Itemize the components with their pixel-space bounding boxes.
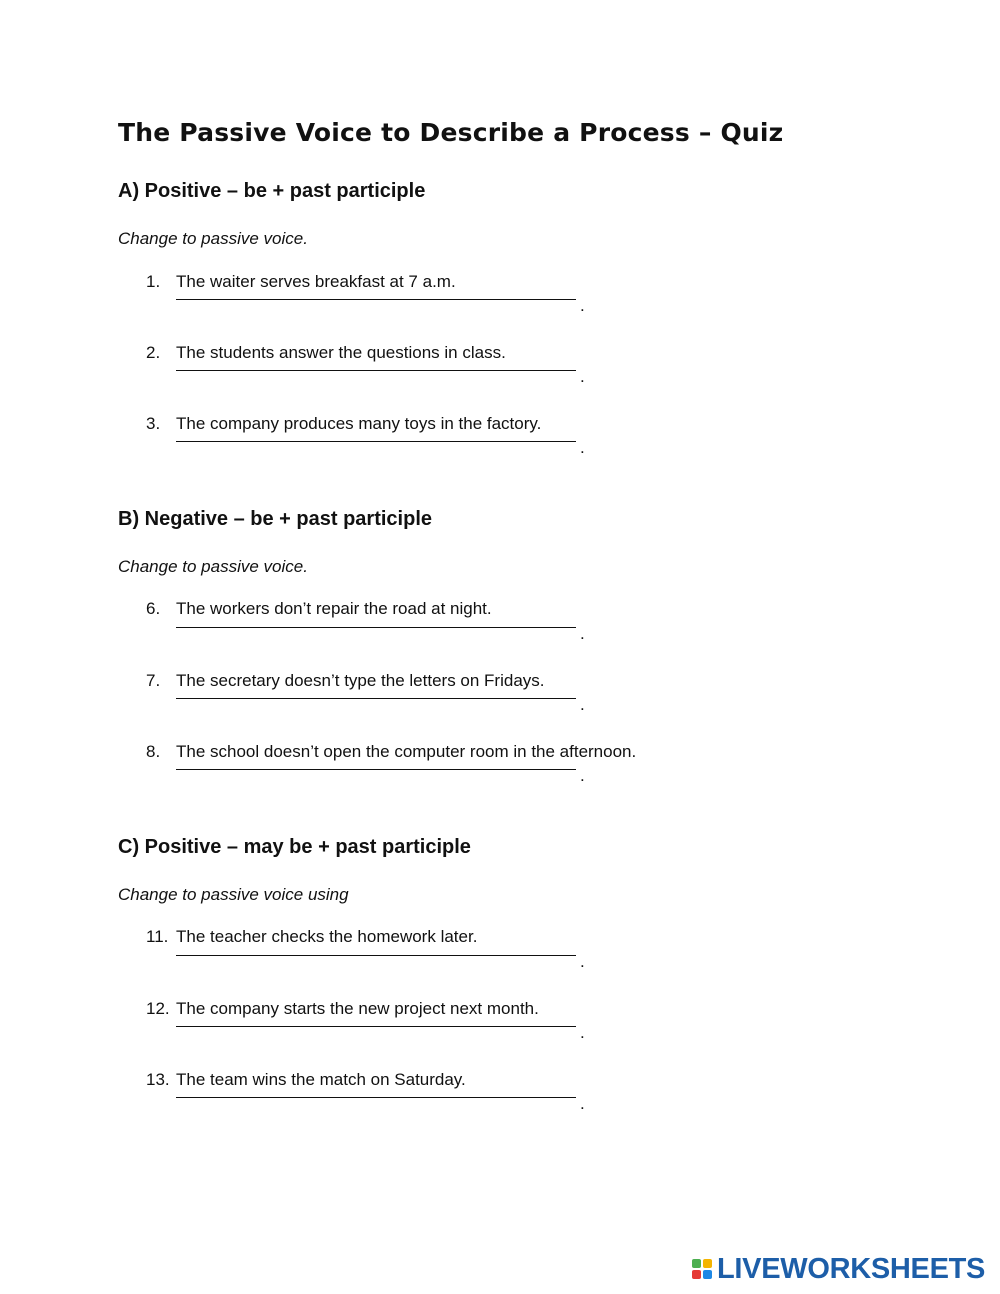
answer-line-7[interactable] (176, 698, 576, 699)
answer-line-8[interactable] (176, 769, 576, 770)
answer-line-12[interactable] (176, 1026, 576, 1027)
question-number: 6. (146, 599, 161, 618)
section-c-heading: C) Positive – may be + past participle (118, 836, 471, 858)
answer-end-mark: . (580, 766, 585, 785)
question-text: The company produces many toys in the factory. (176, 414, 542, 433)
question-number: 3. (146, 414, 161, 433)
logo-block (703, 1270, 712, 1279)
question-number: 11. (146, 927, 169, 946)
question-number: 8. (146, 742, 161, 761)
logo-block (692, 1259, 701, 1268)
page-title: The Passive Voice to Describe a Process – Quiz (118, 118, 784, 147)
question-7 (146, 671, 545, 691)
question-text: The students answer the questions in class. (176, 343, 506, 362)
question-text: The team wins the match on Saturday. (176, 1070, 466, 1089)
question-text: The teacher checks the homework later. (176, 927, 478, 946)
answer-line-2[interactable] (176, 370, 576, 371)
question-text: The waiter serves breakfast at 7 a.m. (176, 272, 456, 291)
logo-block (703, 1259, 712, 1268)
logo-block (692, 1270, 701, 1279)
answer-line-6[interactable] (176, 627, 576, 628)
question-number: 12. (146, 999, 170, 1018)
question-number: 1. (146, 272, 161, 291)
question-text: The company starts the new project next month. (176, 999, 539, 1018)
question-number: 2. (146, 343, 161, 362)
question-11 (146, 927, 477, 947)
section-b-instruction: Change to passive voice. (118, 557, 308, 576)
answer-line-1[interactable] (176, 299, 576, 300)
answer-line-3[interactable] (176, 441, 576, 442)
answer-end-mark: . (580, 1023, 585, 1042)
answer-end-mark: . (580, 438, 585, 457)
section-a-instruction: Change to passive voice. (118, 229, 308, 248)
question-13 (146, 1070, 466, 1090)
question-number: 7. (146, 671, 161, 690)
answer-end-mark: . (580, 624, 585, 643)
question-number: 13. (146, 1070, 170, 1089)
question-3 (146, 414, 541, 434)
question-1 (146, 272, 456, 292)
liveworksheets-logo (692, 1254, 985, 1284)
question-text: The secretary doesn’t type the letters on Fridays. (176, 671, 545, 690)
question-text: The workers don’t repair the road at night. (176, 599, 492, 618)
answer-line-13[interactable] (176, 1097, 576, 1098)
section-c-instruction: Change to passive voice using (118, 885, 349, 904)
liveworksheets-logo-icon (692, 1259, 712, 1279)
question-6 (146, 599, 492, 619)
answer-end-mark: . (580, 952, 585, 971)
answer-end-mark: . (580, 296, 585, 315)
logo-text: LIVEWORKSHEETS (717, 1252, 986, 1285)
section-a-heading: A) Positive – be + past participle (118, 180, 426, 202)
answer-end-mark: . (580, 695, 585, 714)
answer-end-mark: . (580, 1094, 585, 1113)
question-text: The school doesn’t open the computer room in the afternoon. (176, 742, 637, 761)
answer-end-mark: . (580, 367, 585, 386)
answer-line-11[interactable] (176, 955, 576, 956)
question-2 (146, 343, 506, 363)
question-8 (146, 742, 636, 762)
section-b-heading: B) Negative – be + past participle (118, 508, 432, 530)
question-12 (146, 999, 539, 1019)
